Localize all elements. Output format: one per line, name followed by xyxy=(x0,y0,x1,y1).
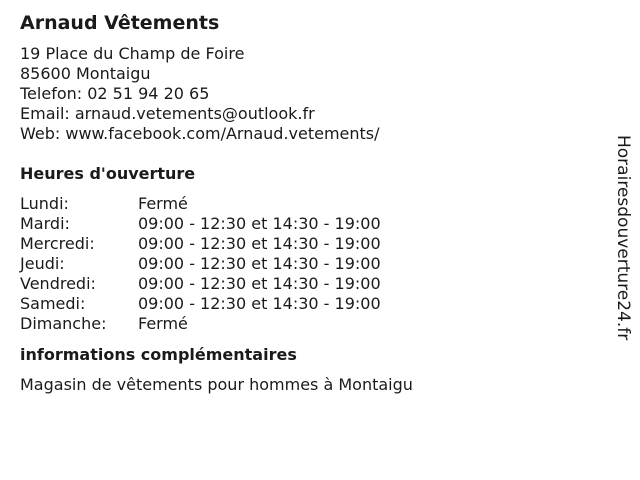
day-hours: 09:00 - 12:30 et 14:30 - 19:00 xyxy=(138,274,381,293)
day-label: Jeudi: xyxy=(20,254,65,273)
day-label: Mercredi: xyxy=(20,234,95,253)
web-text: Web: www.facebook.com/Arnaud.vetements/ xyxy=(20,124,380,143)
business-name: Arnaud Vêtements xyxy=(20,12,220,34)
day-label: Samedi: xyxy=(20,294,86,313)
site-watermark: Horairesdouverture24.fr xyxy=(613,135,633,341)
address-street: 19 Place du Champ de Foire xyxy=(20,44,245,63)
day-hours: 09:00 - 12:30 et 14:30 - 19:00 xyxy=(138,234,381,253)
business-card xyxy=(20,9,600,395)
hours-row-vendredi xyxy=(20,274,600,294)
day-hours: 09:00 - 12:30 et 14:30 - 19:00 xyxy=(138,214,381,233)
address-city: 85600 Montaigu xyxy=(20,64,151,83)
day-label: Vendredi: xyxy=(20,274,96,293)
hours-heading: Heures d'ouverture xyxy=(20,164,196,183)
email-text: Email: arnaud.vetements@outlook.fr xyxy=(20,104,315,123)
contact-block xyxy=(20,44,600,144)
hours-row-samedi xyxy=(20,294,600,314)
hours-table xyxy=(20,194,600,334)
day-hours: Fermé xyxy=(138,314,188,333)
day-label: Mardi: xyxy=(20,214,70,233)
phone-text: Telefon: 02 51 94 20 65 xyxy=(20,84,210,103)
hours-row-jeudi xyxy=(20,254,600,274)
day-label: Lundi: xyxy=(20,194,69,213)
hours-row-dimanche xyxy=(20,314,600,334)
day-hours: Fermé xyxy=(138,194,188,213)
hours-row-mardi xyxy=(20,214,600,234)
hours-row-lundi xyxy=(20,194,600,214)
day-hours: 09:00 - 12:30 et 14:30 - 19:00 xyxy=(138,294,381,313)
day-label: Dimanche: xyxy=(20,314,107,333)
hours-row-mercredi xyxy=(20,234,600,254)
info-heading: informations complémentaires xyxy=(20,345,297,364)
day-hours: 09:00 - 12:30 et 14:30 - 19:00 xyxy=(138,254,381,273)
info-text: Magasin de vêtements pour hommes à Montaigu xyxy=(20,375,413,394)
